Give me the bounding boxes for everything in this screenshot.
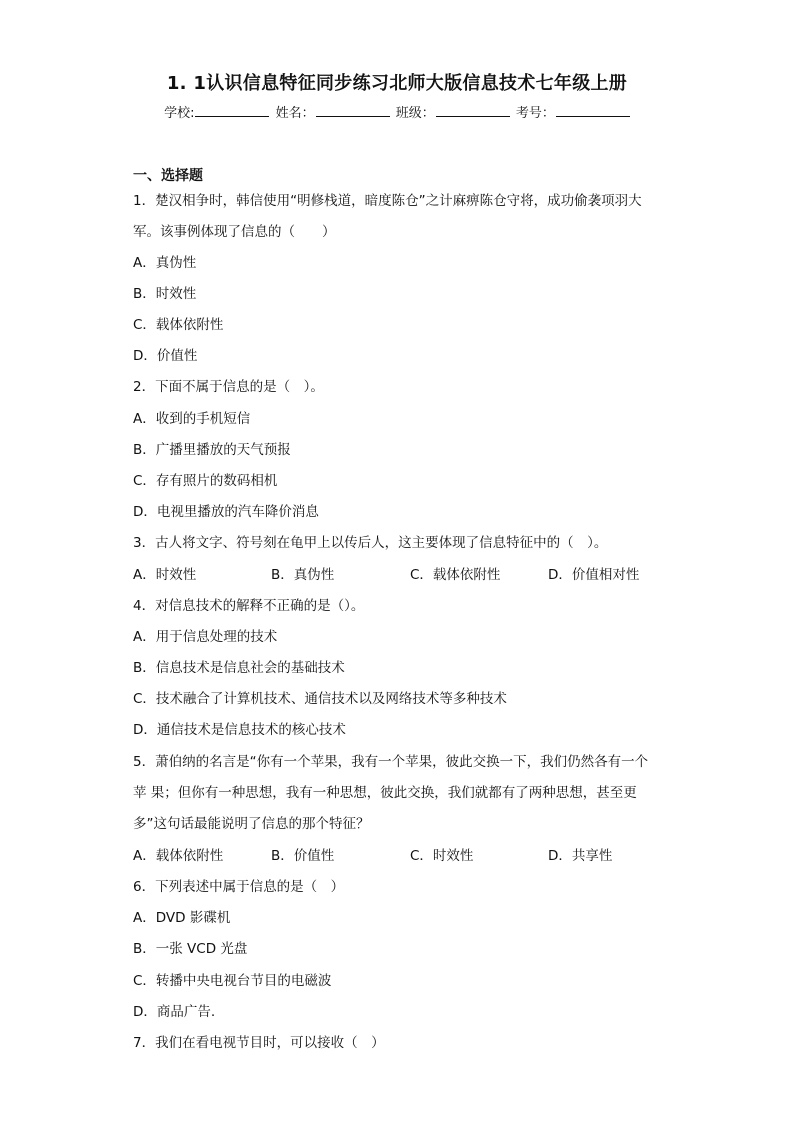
class-blank bbox=[436, 104, 510, 117]
question-4-option-b: B．信息技术是信息社会的基础技术 bbox=[133, 660, 345, 676]
question-5-option-d: D．共享性 bbox=[548, 848, 613, 864]
exam-number-field bbox=[516, 102, 630, 121]
question-3-option-b: B．真伪性 bbox=[271, 567, 335, 583]
question-6-stem: 6．下列表述中属于信息的是（ ） bbox=[133, 879, 345, 895]
question-4-option-a: A．用于信息处理的技术 bbox=[133, 629, 278, 645]
exam-number-blank bbox=[556, 104, 630, 117]
question-2-option-d: D．电视里播放的汽车降价消息 bbox=[133, 504, 319, 520]
name-blank bbox=[316, 104, 390, 117]
question-6-option-d: D．商品广告. bbox=[133, 1004, 216, 1020]
student-info-line bbox=[0, 102, 794, 121]
question-1-line-1: 1．楚汉相争时，韩信使用“明修栈道，暗度陈仓”之计麻痹陈仓守将，成功偷袭项羽大 bbox=[133, 193, 642, 209]
question-5-line-1: 5．萧伯纳的名言是“你有一个苹果，我有一个苹果，彼此交换一下，我们仍然各有一个 bbox=[133, 754, 649, 770]
school-blank bbox=[195, 104, 269, 117]
question-4-option-d: D．通信技术是信息技术的核心技术 bbox=[133, 722, 346, 738]
question-1-option-a: A．真伪性 bbox=[133, 255, 197, 271]
question-5-line-2: 苹 果；但你有一种思想，我有一种思想，彼此交换，我们就都有了两种思想，甚至更 bbox=[133, 785, 637, 801]
question-4-option-c: C．技术融合了计算机技术、通信技术以及网络技术等多种技术 bbox=[133, 691, 507, 707]
question-6-option-a: A．DVD 影碟机 bbox=[133, 910, 231, 926]
question-1-option-b: B．时效性 bbox=[133, 286, 197, 302]
question-6-option-b: B．一张 VCD 光盘 bbox=[133, 941, 248, 957]
question-2-option-b: B．广播里播放的天气预报 bbox=[133, 442, 291, 458]
section-title: 一、选择题 bbox=[133, 168, 203, 184]
question-3-option-c: C．载体依附性 bbox=[410, 567, 501, 583]
school-label: 学校: bbox=[164, 106, 195, 121]
question-3-stem: 3．古人将文字、符号刻在龟甲上以传后人，这主要体现了信息特征中的（ ）。 bbox=[133, 535, 608, 551]
question-5-option-b: B．价值性 bbox=[271, 848, 335, 864]
page-title: 1. 1认识信息特征同步练习北师大版信息技术七年级上册 bbox=[166, 73, 628, 94]
question-7-stem: 7．我们在看电视节目时，可以接收（ ） bbox=[133, 1035, 385, 1051]
name-field bbox=[276, 102, 390, 121]
class-field bbox=[396, 102, 510, 121]
question-1-line-2: 军。该事例体现了信息的（ ） bbox=[133, 224, 336, 240]
school-field bbox=[164, 102, 269, 121]
question-5-option-a: A．载体依附性 bbox=[133, 848, 224, 864]
question-6-option-c: C．转播中央电视台节目的电磁波 bbox=[133, 973, 332, 989]
question-4-stem: 4．对信息技术的解释不正确的是（）。 bbox=[133, 598, 365, 614]
question-3-option-d: D．价值相对性 bbox=[548, 567, 640, 583]
class-label: 班级： bbox=[395, 106, 435, 121]
question-2-stem: 2．下面不属于信息的是（ ）。 bbox=[133, 379, 324, 395]
question-5-line-3: 多”这句话最能说明了信息的那个特征？ bbox=[133, 816, 370, 832]
question-1-option-d: D．价值性 bbox=[133, 348, 198, 364]
name-label: 姓名： bbox=[275, 106, 315, 121]
question-1-option-c: C．载体依附性 bbox=[133, 317, 224, 333]
question-2-option-a: A．收到的手机短信 bbox=[133, 411, 251, 427]
question-3-option-a: A．时效性 bbox=[133, 567, 197, 583]
question-5-option-c: C．时效性 bbox=[410, 848, 474, 864]
question-2-option-c: C．存有照片的数码相机 bbox=[133, 473, 278, 489]
exam-number-label: 考号： bbox=[515, 106, 555, 121]
